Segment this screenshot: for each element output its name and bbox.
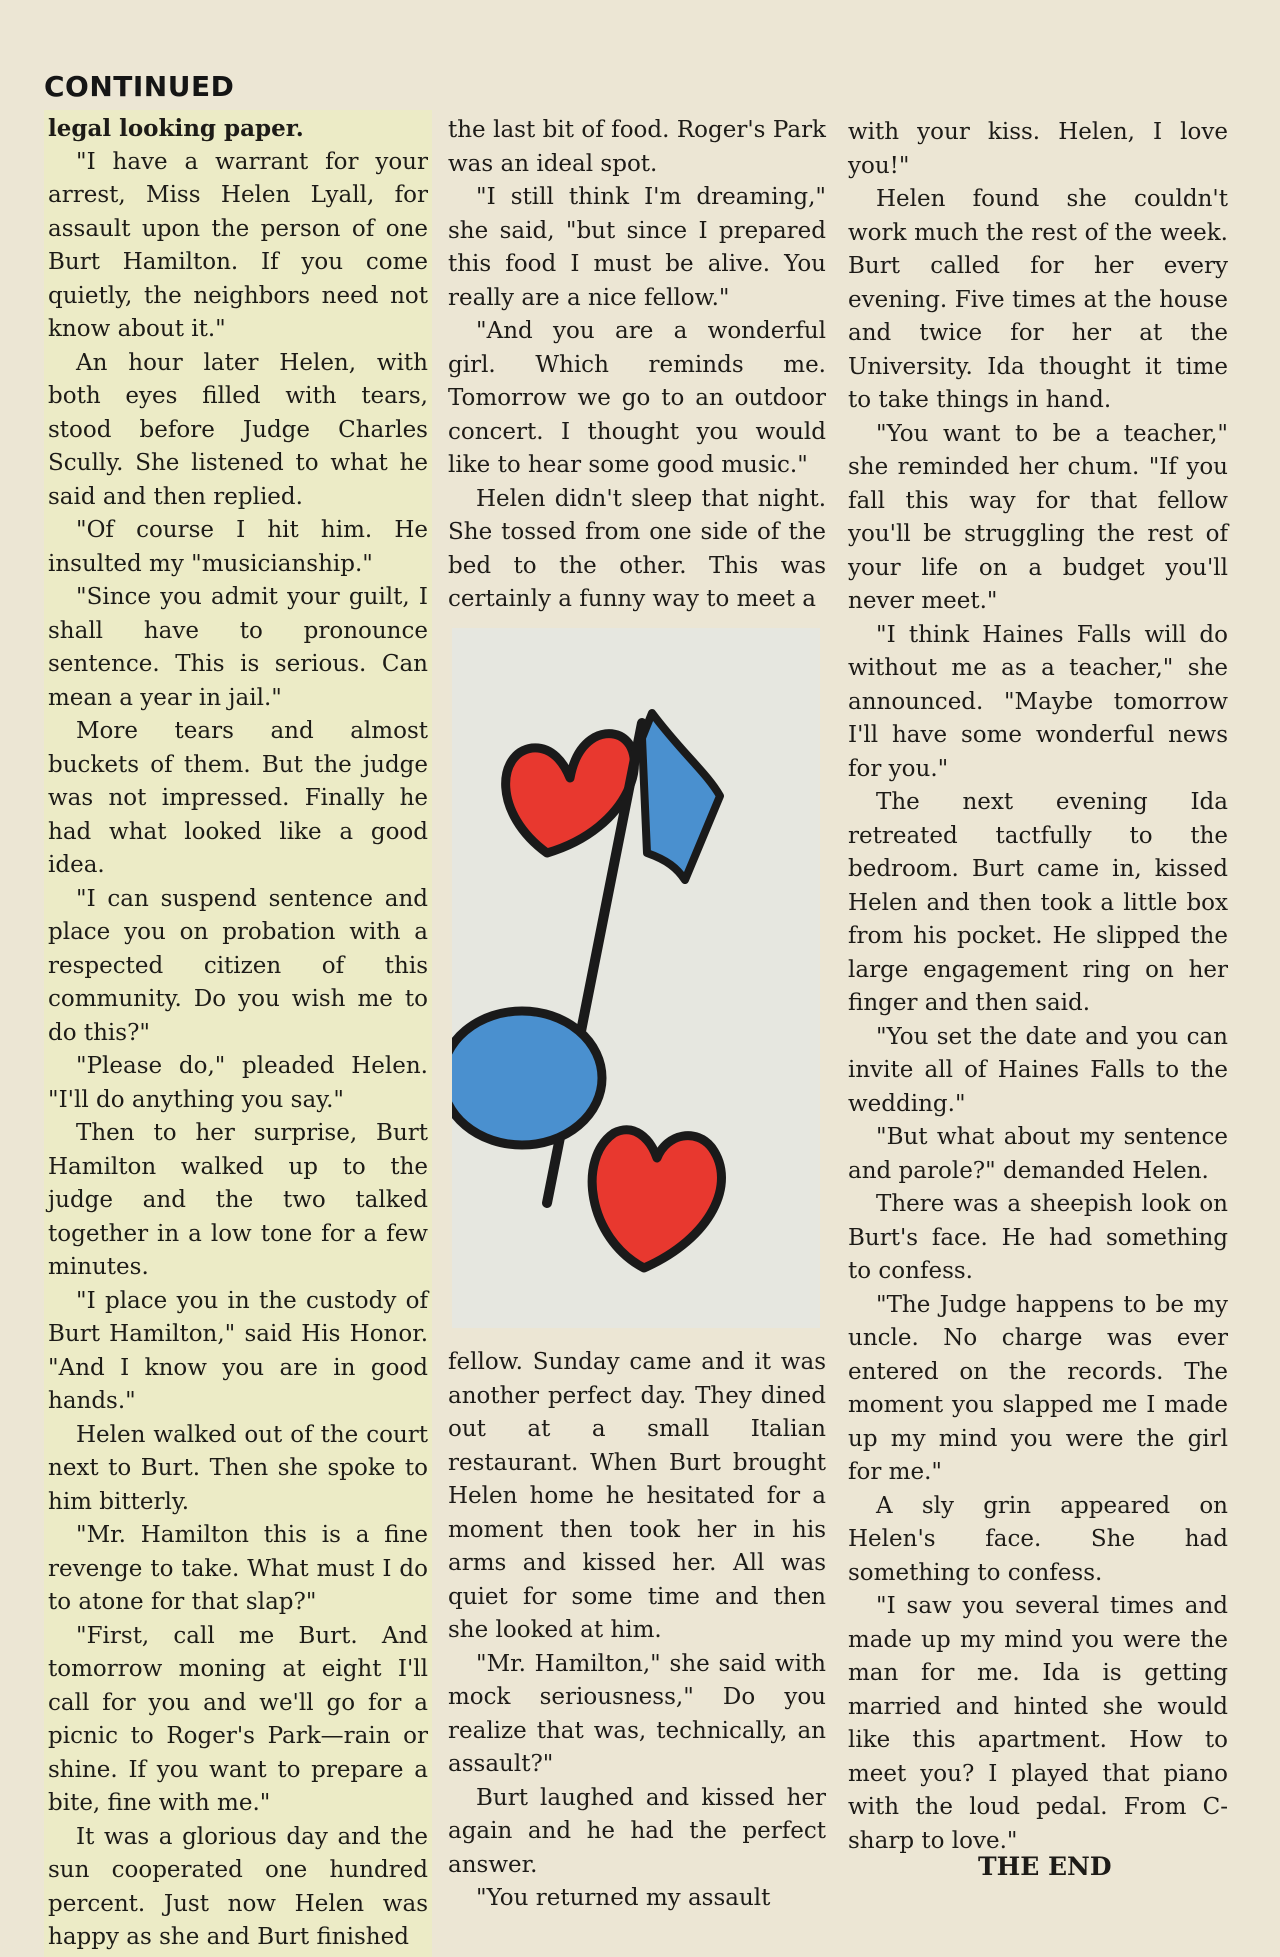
paragraph: "You want to be a teacher," she reminded her chum. "If you fall this way for that fellow you'll be struggling the rest of your life on a budget you'll never meet." [848, 420, 1228, 614]
column-2-bottom [448, 1346, 826, 1916]
continued-header: CONTINUED [44, 70, 235, 103]
paragraph: "I saw you several times and made up my mind you were the man for me. Ida is getting married and hinted she would like this apartment. How to meet you? I played that piano with the loud pedal. From C-sharp to love." [848, 1593, 1228, 1854]
paragraph: Burt laughed and kissed her again and he had the perfect answer. [448, 1784, 826, 1878]
paragraph: "I have a warrant for your arrest, Miss Helen Lyall, for assault upon the person of one Burt Hamilton. If you come quietly, the neighbors need not know about it." [48, 148, 428, 342]
paragraph: Helen didn't sleep that night. She tossed from one side of the bed to the other. This was certainly a funny way to meet a [448, 485, 826, 612]
paragraph: There was a sheepish look on Burt's face. He had something to confess. [848, 1191, 1228, 1284]
paragraph: the last bit of food. Roger's Park was an ideal spot. [448, 117, 826, 177]
paragraph: Then to her surprise, Burt Hamilton walked up to the judge and the two talked together in a low tone for a few minutes. [48, 1120, 428, 1280]
column-2-top [448, 114, 826, 617]
paragraph: An hour later Helen, with both eyes filled with tears, stood before Judge Charles Scully. She listened to what he said and then replied. [48, 349, 428, 510]
paragraph: "The Judge happens to be my uncle. No charge was ever entered on the records. The moment you slapped me I made up my mind you were the girl for me." [848, 1291, 1228, 1485]
note-flag-icon [642, 713, 720, 880]
paragraph: "Please do," pleaded Helen. "I'll do anything you say." [48, 1053, 428, 1113]
paragraph: The next evening Ida retreated tactfully to the bedroom. Burt came in, kissed Helen and then took a little box from his pocket. He slipped the large engagement ring on her finger and then said. [848, 789, 1228, 1016]
column-1 [44, 110, 432, 1957]
paragraph: "But what about my sentence and parole?" demanded Helen. [848, 1124, 1228, 1184]
paragraph: "Since you admit your guilt, I shall have to pronounce sentence. This is serious. Can mean a year in jail." [48, 584, 428, 711]
paragraph: "Mr. Hamilton," she said with mock seriousness," Do you realize that was, technically, an assault?" [448, 1650, 826, 1777]
the-end-label: THE END [978, 1852, 1112, 1881]
paragraph: "I place you in the custody of Burt Hamilton," said His Honor. "And I know you are in good hands." [48, 1287, 428, 1414]
paragraph: "I still think I'm dreaming," she said, "but since I prepared this food I must be alive. You really are a nice fellow." [448, 184, 826, 311]
note-head-icon [452, 1011, 602, 1145]
paragraph: Helen found she couldn't work much the rest of the week. Burt called for her every evening. Five times at the house and twice for her at the University. Ida thought it time to take things in hand. [848, 186, 1228, 413]
paragraph: fellow. Sunday came and it was another perfect day. They dined out at a small Italian restaurant. When Burt brought Helen home he hesitated for a moment then took her in his arms and kissed her. All was quiet for some time and then she looked at him. [448, 1349, 826, 1643]
paragraph: "I can suspend sentence and place you on probation with a respected citizen of this community. Do you wish me to do this?" [48, 885, 428, 1046]
paragraph: with your kiss. Helen, I love you!" [848, 119, 1228, 179]
paragraph: "I think Haines Falls will do without me as a teacher," she announced. "Maybe tomorrow I'll have some wonderful news for you." [848, 621, 1228, 782]
paragraph: "You set the date and you can invite all of Haines Falls to the wedding." [848, 1023, 1228, 1117]
paragraph: "Of course I hit him. He insulted my "musicianship." [48, 517, 428, 577]
paragraph: "First, call me Burt. And tomorrow moning at eight I'll call for you and we'll go for a picnic to Roger's Park—rain or shine. If you want to prepare a bite, fine with me." [48, 1622, 428, 1816]
heart-icon [592, 1130, 721, 1268]
column-3 [848, 116, 1228, 1858]
paragraph: "You returned my assault [476, 1885, 771, 1911]
paragraph: "And you are a wonderful girl. Which reminds me. Tomorrow we go to an outdoor concert. I thought you would like to hear some good music." [448, 318, 826, 478]
paragraph: A sly grin appeared on Helen's face. She had something to confess. [848, 1492, 1228, 1586]
paragraph: It was a glorious day and the sun cooperated one hundred percent. Just now Helen was happy as she and Burt finished [48, 1823, 428, 1950]
paragraph: More tears and almost buckets of them. But the judge was not impressed. Finally he had what looked like a good idea. [48, 718, 428, 878]
music-note-hearts-illustration [452, 628, 820, 1328]
paragraph: Helen walked out of the court next to Burt. Then she spoke to him bitterly. [48, 1421, 428, 1515]
lead-text: legal looking paper. [48, 115, 304, 142]
paragraph: "Mr. Hamilton this is a fine revenge to take. What must I do to atone for that slap?" [48, 1522, 428, 1615]
illustration-svg [452, 628, 820, 1328]
